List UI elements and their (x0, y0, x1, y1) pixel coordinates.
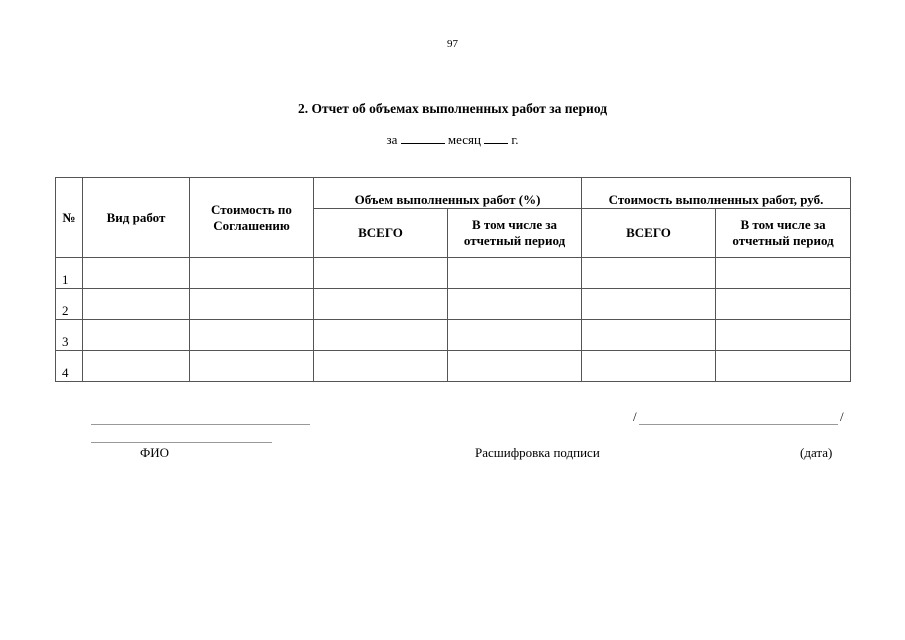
cell-cost-period (716, 289, 851, 320)
cell-work-type (83, 320, 190, 351)
cell-agreement-cost (190, 320, 314, 351)
cell-agreement-cost (190, 351, 314, 382)
table-row (56, 258, 851, 289)
cell-work-type (83, 258, 190, 289)
cell-volume-period (448, 320, 582, 351)
cell-volume-total (314, 289, 448, 320)
cell-cost-period (716, 258, 851, 289)
cell-volume-total (314, 258, 448, 289)
table-row (56, 320, 851, 351)
decode-label: Расшифровка подписи (475, 445, 600, 460)
header-cost-period: В том числе за отчетный период (716, 209, 851, 258)
cell-agreement-cost (190, 258, 314, 289)
cell-volume-period (448, 351, 582, 382)
header-cost-group: Стоимость выполненных работ, руб. (582, 178, 851, 209)
page-number: 97 (447, 38, 458, 50)
report-table (55, 177, 851, 382)
header-cost-total: ВСЕГО (582, 209, 716, 258)
cell-cost-total (582, 351, 716, 382)
slash-right: / (840, 409, 844, 424)
cell-volume-total (314, 351, 448, 382)
cell-work-type (83, 351, 190, 382)
date-label: (дата) (800, 445, 833, 460)
slash-left: / (633, 409, 637, 424)
header-volume-total: ВСЕГО (314, 209, 448, 258)
period-suffix: г. (511, 132, 519, 147)
period-middle: месяц (447, 132, 481, 147)
signature-line (91, 424, 310, 425)
cell-agreement-cost (190, 289, 314, 320)
cell-cost-total (582, 258, 716, 289)
period-prefix: за (386, 132, 398, 147)
cell-work-type (83, 289, 190, 320)
header-volume-group: Объем выполненных работ (%) (314, 178, 582, 209)
cell-cost-total (582, 289, 716, 320)
month-blank (401, 131, 445, 144)
table-row (56, 351, 851, 382)
cell-volume-period (448, 289, 582, 320)
row-number: 3 (56, 320, 83, 351)
cell-volume-period (448, 258, 582, 289)
header-volume-period: В том числе за отчетный период (448, 209, 582, 258)
document-title: 2. Отчет об объемах выполненных работ за период (297, 101, 608, 116)
row-number: 1 (56, 258, 83, 289)
fio-label: ФИО (140, 445, 170, 460)
row-number: 2 (56, 289, 83, 320)
cell-cost-period (716, 320, 851, 351)
header-number: № (56, 178, 83, 258)
row-number: 4 (56, 351, 83, 382)
cell-cost-total (582, 320, 716, 351)
year-blank (484, 131, 508, 144)
cell-volume-total (314, 320, 448, 351)
header-agreement-cost: Стоимость по Соглашению (190, 178, 314, 258)
period-line (0, 131, 905, 148)
table-row (56, 289, 851, 320)
header-work-type: Вид работ (83, 178, 190, 258)
fio-line (91, 442, 272, 443)
cell-cost-period (716, 351, 851, 382)
decode-line (639, 424, 838, 425)
